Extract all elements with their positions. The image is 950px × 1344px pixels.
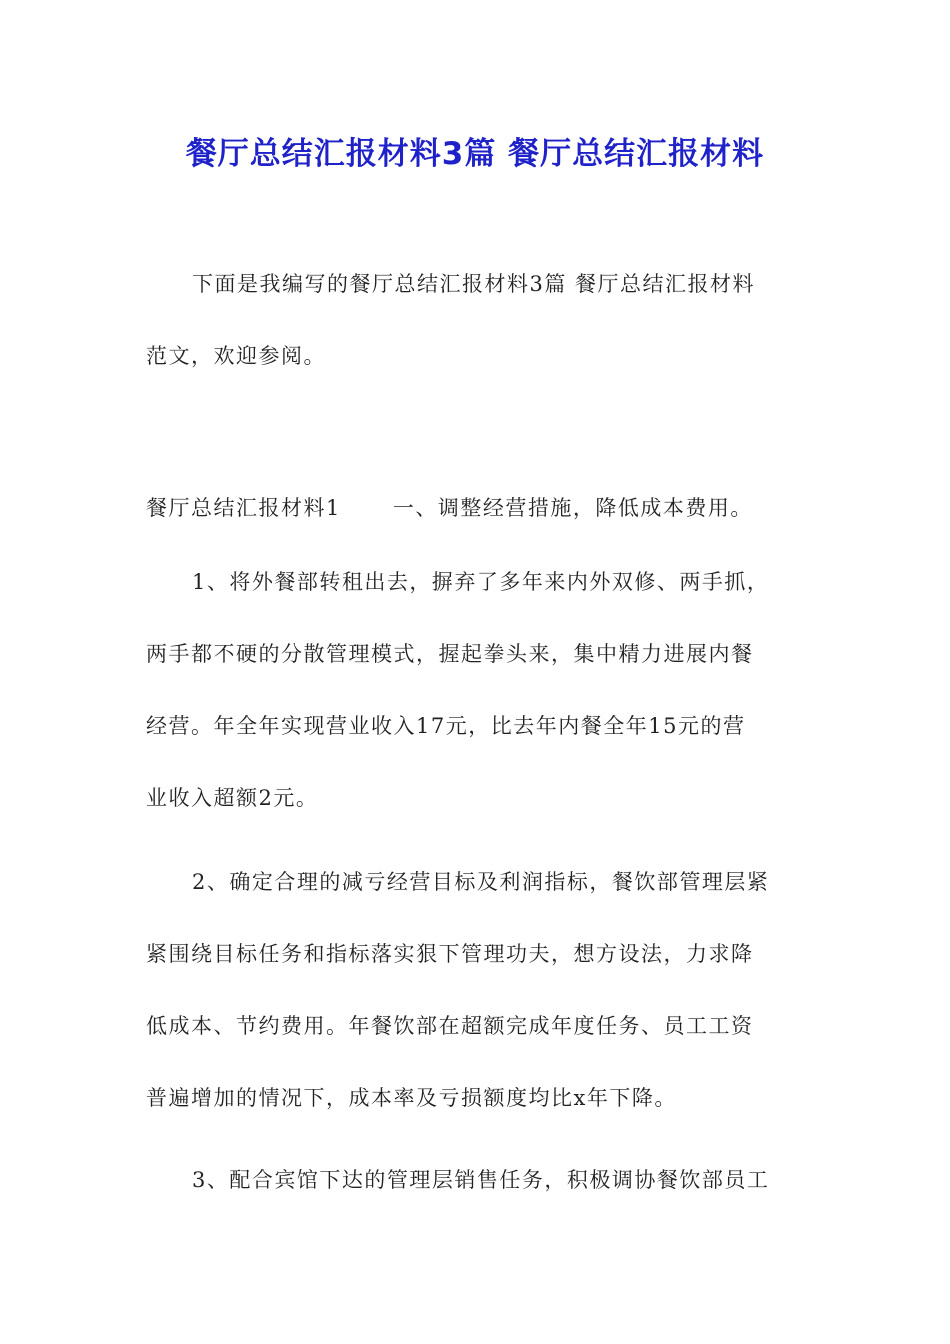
section-subheading: 一、调整经营措施，降低成本费用。 (392, 496, 753, 520)
section-heading-line (146, 490, 806, 526)
paragraph-line: 业收入超额2元。 (146, 786, 319, 810)
section-heading-paragraph (146, 490, 806, 526)
paragraph-line: 1、将外餐部转租出去，摒弃了多年来内外双修、两手抓， (192, 570, 770, 594)
body-paragraph-1 (146, 564, 806, 816)
section-heading: 餐厅总结汇报材料1 (146, 496, 341, 520)
body-paragraph-2 (146, 864, 806, 1116)
body-paragraph-3 (146, 1162, 806, 1198)
paragraph-line: 下面是我编写的餐厅总结汇报材料3篇 餐厅总结汇报材料 (192, 272, 756, 296)
intro-paragraph (146, 266, 806, 374)
paragraph-line: 低成本、节约费用。年餐饮部在超额完成年度任务、员工工资 (146, 1014, 754, 1038)
paragraph-line: 经营。年全年实现营业收入17元，比去年内餐全年15元的营 (146, 714, 746, 738)
document-title: 餐厅总结汇报材料3篇 餐厅总结汇报材料 (185, 136, 765, 172)
paragraph-line: 3、配合宾馆下达的管理层销售任务，积极调协餐饮部员工 (192, 1168, 770, 1192)
paragraph-line: 范文，欢迎参阅。 (146, 344, 326, 368)
paragraph-line: 2、确定合理的减亏经营目标及利润指标，餐饮部管理层紧 (192, 870, 770, 894)
paragraph-line: 两手都不硬的分散管理模式，握起拳头来，集中精力进展内餐 (146, 642, 754, 666)
paragraph-line: 紧围绕目标任务和指标落实狠下管理功夫，想方设法，力求降 (146, 942, 754, 966)
paragraph-line: 普遍增加的情况下，成本率及亏损额度均比x年下降。 (146, 1086, 677, 1110)
